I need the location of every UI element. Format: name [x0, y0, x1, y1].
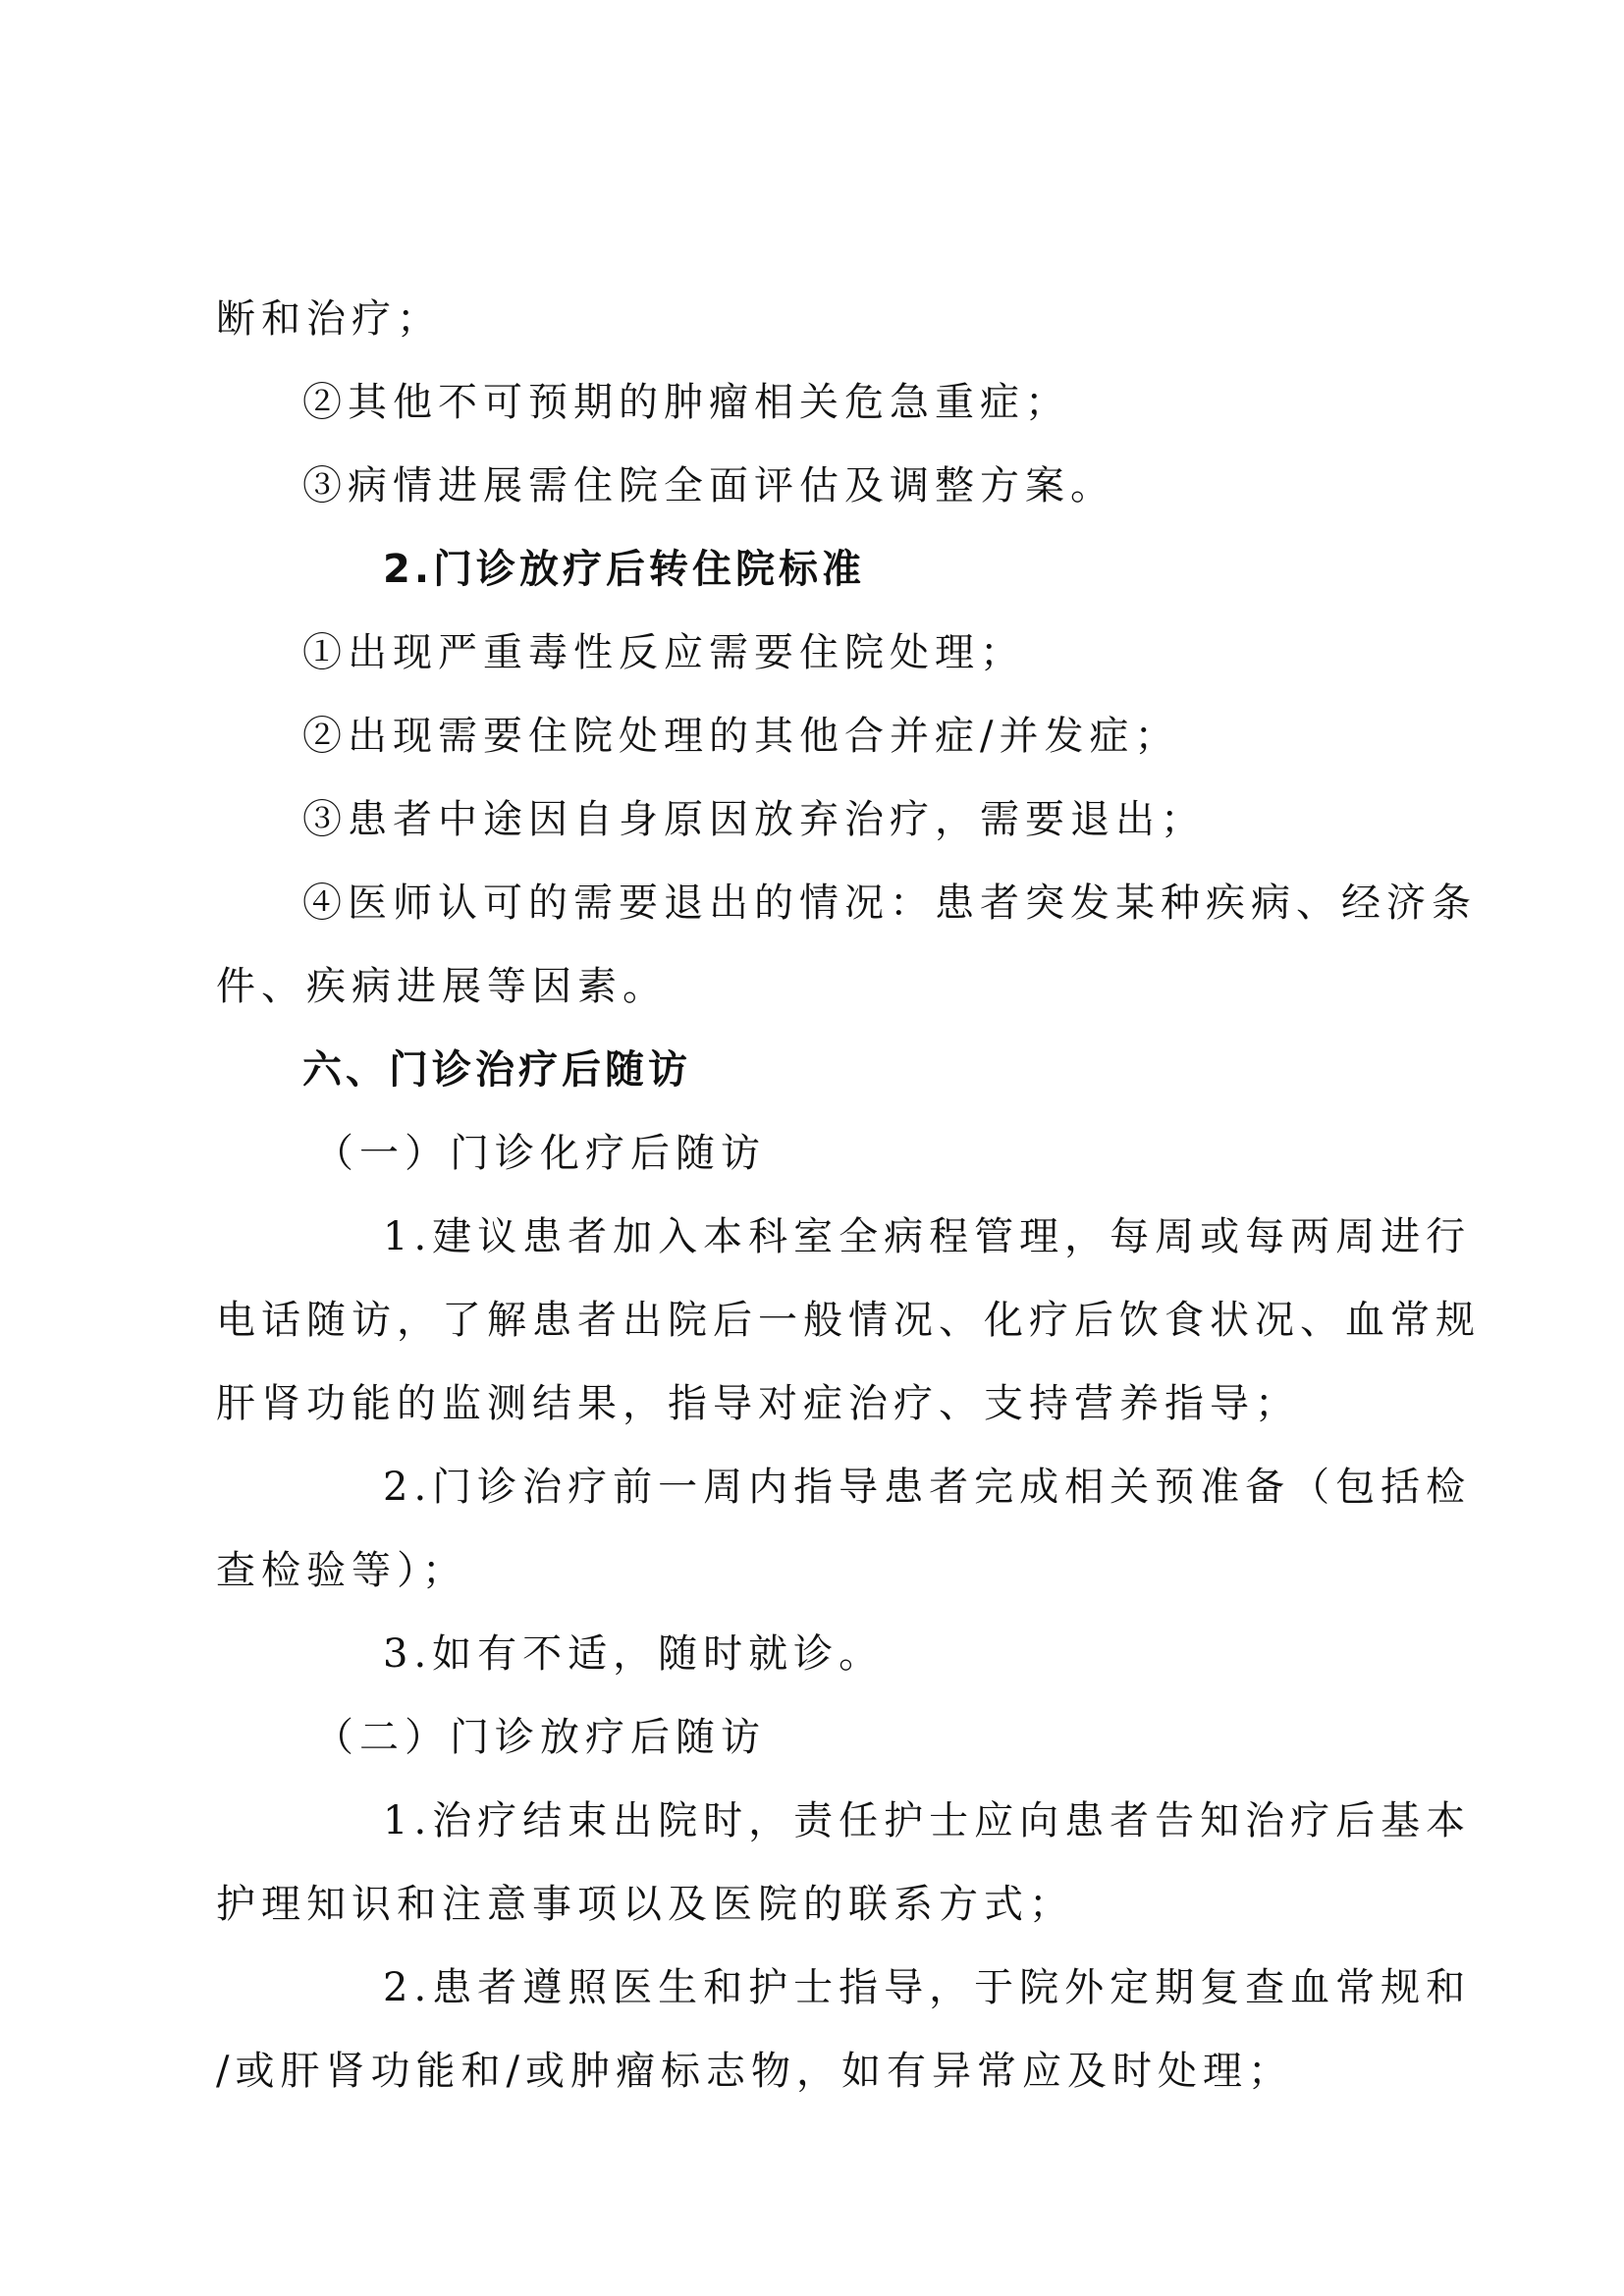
list-item: ①出现严重毒性反应需要住院处理； — [302, 630, 1025, 675]
list-item: ④医师认可的需要退出的情况：患者突发某种疾病、经济条 — [302, 881, 1477, 926]
body-text-line: 查检验等）； — [216, 1548, 467, 1593]
subsection-heading: （二）门诊放疗后随访 — [314, 1715, 766, 1760]
body-text-line: /或肝肾功能和/或肿瘤标志物，如有异常应及时处理； — [216, 2049, 1293, 2094]
subsection-heading: 2.门诊放疗后转住院标准 — [383, 547, 866, 592]
list-item: 1.治疗结束出院时，责任护士应向患者告知治疗后基本 — [383, 1798, 1472, 1843]
subsection-heading: （一）门诊化疗后随访 — [314, 1131, 766, 1176]
list-item: ③病情进展需住院全面评估及调整方案。 — [302, 463, 1115, 508]
list-item: 2.门诊治疗前一周内指导患者完成相关预准备（包括检 — [383, 1465, 1472, 1510]
list-item: 3.如有不适，随时就诊。 — [383, 1631, 885, 1677]
list-item: 2.患者遵照医生和护士指导，于院外定期复查血常规和 — [383, 1965, 1472, 2010]
body-text-line: 件、疾病进展等因素。 — [216, 964, 668, 1009]
list-item: 1.建议患者加入本科室全病程管理，每周或每两周进行 — [383, 1214, 1472, 1259]
list-item: ②出现需要住院处理的其他合并症/并发症； — [302, 714, 1180, 759]
body-text-line: 肝肾功能的监测结果，指导对症治疗、支持营养指导； — [216, 1381, 1300, 1426]
list-item: ②其他不可预期的肿瘤相关危急重症； — [302, 380, 1070, 425]
section-heading: 六、门诊治疗后随访 — [302, 1047, 691, 1093]
body-text-line: 电话随访，了解患者出院后一般情况、化疗后饮食状况、血常规 — [216, 1298, 1481, 1343]
body-text-line: 护理知识和注意事项以及医院的联系方式； — [216, 1882, 1074, 1927]
body-text-line: 断和治疗； — [216, 296, 442, 342]
list-item: ③患者中途因自身原因放弃治疗，需要退出； — [302, 797, 1206, 842]
